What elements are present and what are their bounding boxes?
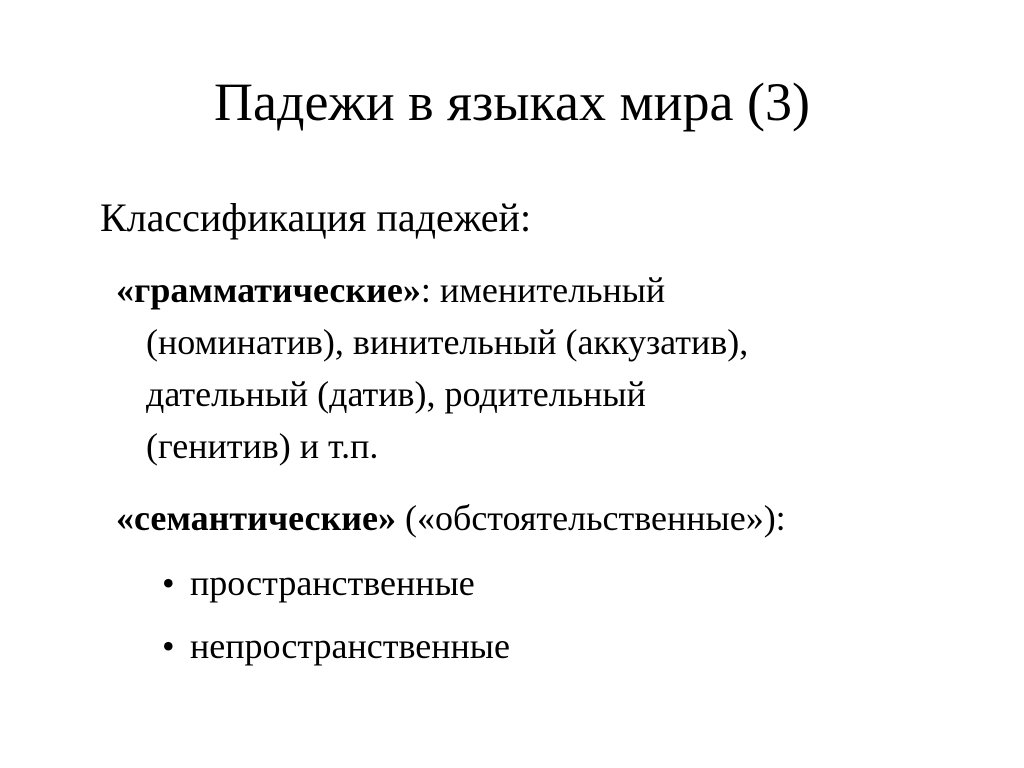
bullet-text: непространственные bbox=[190, 626, 510, 666]
semantic-line bbox=[116, 492, 976, 544]
grammatical-term: «грамматические» bbox=[116, 270, 421, 310]
bullet-marker: • bbox=[162, 626, 175, 666]
bullet-non-spatial bbox=[162, 620, 510, 672]
semantic-term: «семантические» bbox=[116, 498, 397, 538]
classification-heading: Классификация падежей: bbox=[100, 195, 532, 240]
grammatical-line-1-text: : именительный bbox=[420, 270, 666, 310]
bullet-spatial bbox=[162, 557, 475, 609]
grammatical-line-1 bbox=[116, 264, 976, 316]
grammatical-line-3: дательный (датив), родительный bbox=[146, 374, 646, 414]
grammatical-cases-item bbox=[116, 264, 976, 472]
bullet-text: пространственные bbox=[190, 563, 475, 603]
bullet-marker: • bbox=[162, 563, 175, 603]
semantic-line-text: («обстоятельственные»): bbox=[396, 498, 786, 538]
grammatical-line-4: (генитив) и т.п. bbox=[146, 426, 379, 466]
semantic-cases-item bbox=[116, 492, 976, 544]
slide-title: Падежи в языках мира (3) bbox=[214, 72, 810, 132]
grammatical-line-2: (номинатив), винительный (аккузатив), bbox=[146, 322, 749, 362]
